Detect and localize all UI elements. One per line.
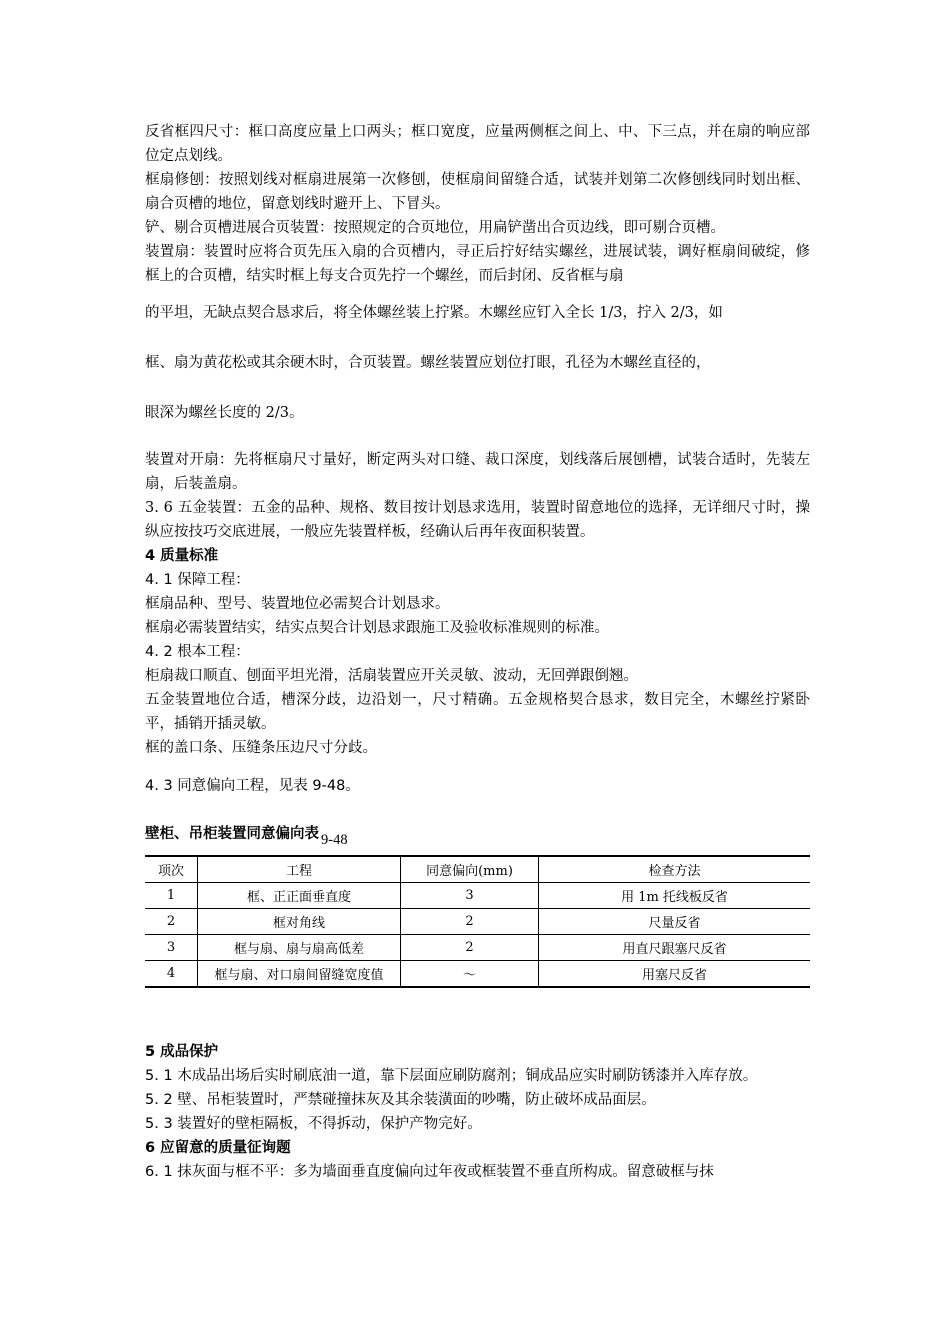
table-cell: 2: [401, 909, 539, 935]
table-cell: 1: [145, 883, 198, 909]
table-row: [145, 961, 810, 988]
subheading-deviation: 4. 3 同意偏向工程，见表 9-48。: [145, 778, 360, 794]
list-item: 5. 2 壁、吊柜装置时，严禁碰撞抹灰及其余装潢面的吵嘴，防止破坏成品面层。: [145, 1092, 656, 1108]
paragraph-install-sash-cont-1: 的平坦，无缺点契合恳求后，将全体螺丝装上拧紧。木螺丝应钉入全长 1/3，拧入 2/3，如: [145, 305, 723, 321]
list-item: 6. 1 抹灰面与框不平：多为墙面垂直度偏向过年夜或框装置不垂直所构成。留意破框与抹: [145, 1164, 714, 1180]
section-heading-issues: 6 应留意的质量征询题: [145, 1140, 291, 1156]
table-cell: 用 1m 托线板反省: [539, 883, 811, 909]
table-header-row: [145, 856, 810, 883]
document-body: [145, 120, 810, 1184]
list-item: 5. 1 木成品出场后实时刷底油一道，靠下层面应刷防腐剂；铜成品应实时刷防锈漆并入库存放。: [145, 1068, 758, 1084]
table-cell: 尺量反省: [539, 909, 811, 935]
section-heading-quality: 4 质量标准: [145, 548, 219, 564]
table-cell: ～: [401, 961, 539, 988]
list-item: 框扇品种、型号、装置地位必需契合计划恳求。: [145, 596, 450, 612]
paragraph-planing: 框扇修刨：按照划线对框扇进展第一次修刨，使框扇间留缝合适，试装并划第二次修刨线同时划出框、扇合页槽的地位，留意划线时避开上、下冒头。: [145, 172, 810, 212]
list-item: 框扇必需装置结实，结实点契合计划恳求跟施工及验收标准规则的标准。: [145, 620, 609, 636]
table-cell: 2: [145, 909, 198, 935]
section-heading-protection: 5 成品保护: [145, 1044, 219, 1060]
table-header-cell: 工程: [198, 856, 401, 883]
table-cell: 2: [401, 935, 539, 961]
paragraph-frame-check: 反省框四尺寸：框口高度应量上口两头；框口宽度，应量两侧框之间上、中、下三点，并在扇的响应部位定点划线。: [145, 124, 810, 164]
table-header-cell: 项次: [145, 856, 198, 883]
table-row: [145, 935, 810, 961]
table-cell: 框对角线: [198, 909, 401, 935]
table-cell: 3: [145, 935, 198, 961]
paragraph-install-sash-cont-2: 框、扇为黄花松或其余硬木时，合页装置。螺丝装置应划位打眼，孔径为木螺丝直径的，: [145, 355, 711, 371]
table-title: 壁柜、吊柜装置同意偏向表: [145, 826, 319, 842]
table-row: [145, 883, 810, 909]
paragraph-install-sash: 装置扇：装置时应将合页先压入扇的合页槽内，寻正后拧好结实螺丝，进展试装，调好框扇间破绽，修框上的合页槽，结实时框上每支合页先拧一个螺丝，而后封闭、反省框与扇: [145, 244, 810, 284]
list-item: 框的盖口条、压缝条压边尺寸分歧。: [145, 740, 377, 756]
table-cell: 3: [401, 883, 539, 909]
paragraph-double-sash: 装置对开扇：先将框扇尺寸量好，断定两头对口缝、裁口深度，划线落后展刨槽，试装合适时，先装左扇，后装盖扇。: [145, 452, 810, 492]
table-row: [145, 909, 810, 935]
paragraph-hardware: 3. 6 五金装置：五金的品种、规格、数目按计划恳求选用，装置时留意地位的选择，无详细尺寸时，操纵应按技巧交底进展，一般应先装置样板，经确认后再年夜面积装置。: [145, 500, 810, 540]
table-caption: [145, 822, 810, 848]
list-item: 柜扇裁口顺直、刨面平坦光滑，活扇装置应开关灵敏、波动，无回弹跟倒翘。: [145, 668, 638, 684]
list-item: 5. 3 装置好的壁柜隔板，不得拆动，保护产物完好。: [145, 1116, 482, 1132]
table-cell: 用塞尺反省: [539, 961, 811, 988]
table-cell: 用直尺跟塞尺反省: [539, 935, 811, 961]
table-cell: 框、正正面垂直度: [198, 883, 401, 909]
subheading-basic: 4. 2 根本工程：: [145, 644, 250, 660]
table-number: 9-48: [321, 832, 348, 848]
paragraph-hinge-slot: 铲、剔合页槽进展合页装置：按照规定的合页地位，用扁铲凿出合页边线，即可剔合页槽。: [145, 220, 725, 236]
paragraph-install-sash-cont-3: 眼深为螺丝长度的 2/3。: [145, 405, 304, 421]
table-header-cell: 同意偏向(mm): [401, 856, 539, 883]
subheading-guarantee: 4. 1 保障工程：: [145, 572, 250, 588]
table-cell: 4: [145, 961, 198, 988]
deviation-table: [145, 855, 810, 988]
table-cell: 框与扇、扇与扇高低差: [198, 935, 401, 961]
table-cell: 框与扇、对口扇间留缝宽度值: [198, 961, 401, 988]
table-header-cell: 检查方法: [539, 856, 811, 883]
list-item: 五金装置地位合适，槽深分歧，边沿划一，尺寸精确。五金规格契合恳求，数目完全，木螺丝拧紧卧平，插销开插灵敏。: [145, 692, 810, 732]
